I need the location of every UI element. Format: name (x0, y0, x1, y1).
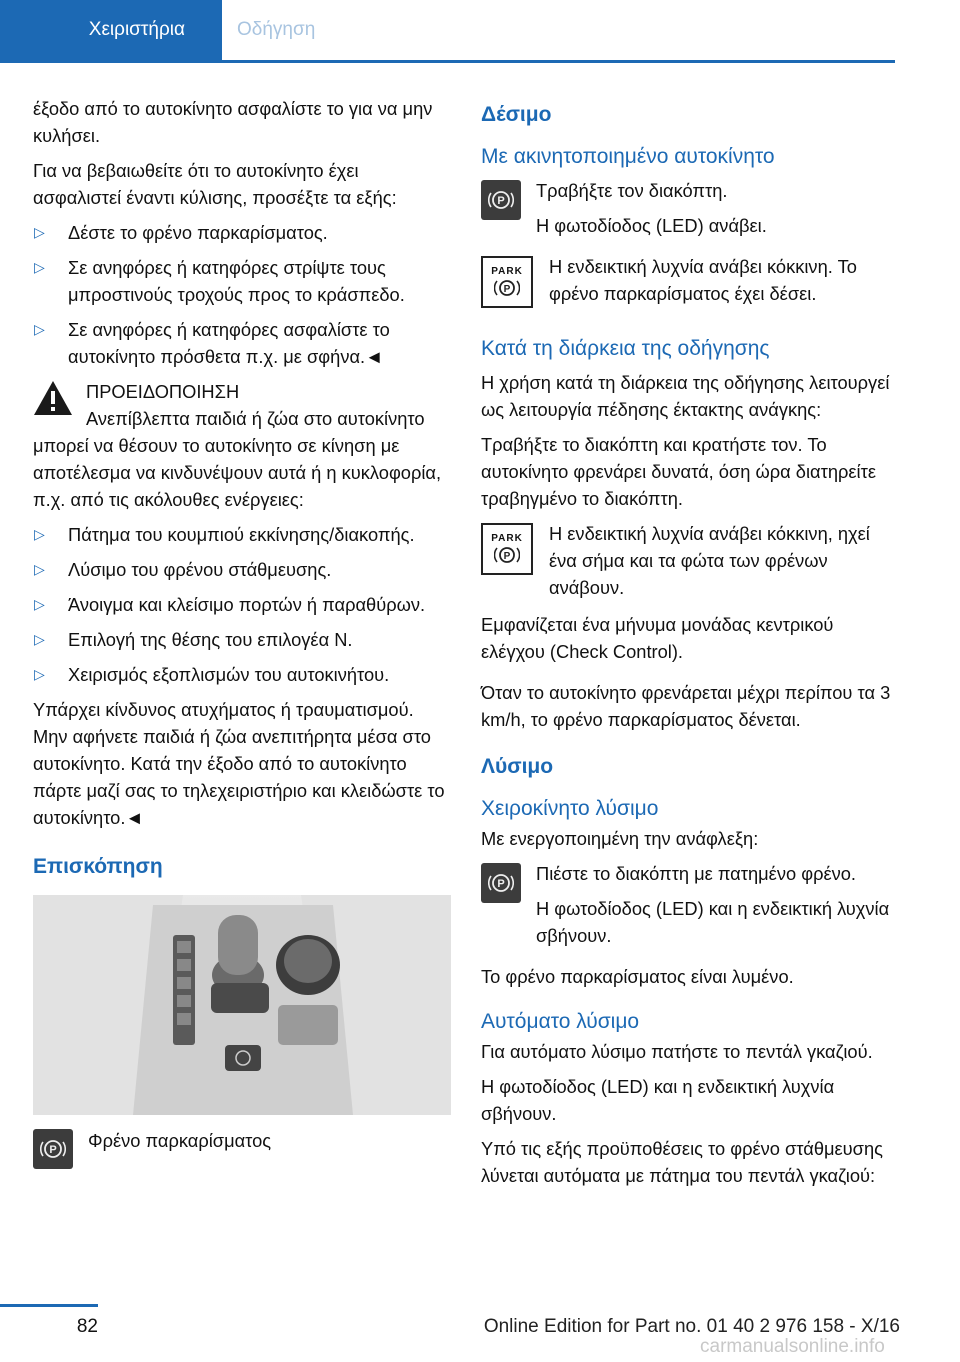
page-header (0, 0, 960, 62)
section-heading-overview: Επισκόπηση (33, 855, 163, 878)
page-number: 82 (76, 1316, 98, 1337)
paragraph: Με ενεργοποιημένη την ανάφλεξη: (481, 828, 759, 849)
warning-title: ΠΡΟΕΙΔΟΠΟΙΗΣΗ (86, 381, 240, 402)
parking-brake-switch-icon (481, 863, 521, 903)
park-indicator-icon: PARK P (481, 256, 533, 308)
bullet-triangle-icon: ▷ (34, 321, 45, 337)
indicator-text: Η ενδεικτική λυχνία ανάβει κόκκινη. Το φρένο παρκαρίσματος έχει δέσει. (549, 256, 857, 304)
bullet-triangle-icon: ▷ (34, 596, 45, 612)
indicator-row (481, 253, 901, 315)
edition-note: Online Edition for Part no. 01 40 2 976 158 - X/16 (483, 1316, 900, 1337)
park-indicator-icon: PARK P (481, 523, 533, 575)
instruction-text: Τραβήξτε τον διακόπτη. (536, 180, 728, 201)
bullet-triangle-icon: ▷ (34, 259, 45, 275)
paragraph: Υπό τις εξής προϋποθέσεις το φρένο στάθμευσης λύνεται αυτόματα με πάτημα του πεντάλ γκαζιού: (481, 1138, 883, 1186)
paragraph: Τραβήξτε το διακόπτη και κρατήστε τον. Το αυτοκίνητο φρενάρει δυνατά, όση ώρα διατηρείτε τραβηγμένο το διακόπτη. (481, 434, 876, 509)
section-heading-tie: Δέσιμο (481, 103, 552, 126)
instruction-text: Η φωτοδίοδος (LED) ανάβει. (536, 215, 767, 236)
center-console-photo (33, 895, 451, 1115)
list-item: ▷ Σε ανηφόρες ή κατηφόρες στρίψτε τους μπροστινούς τροχούς προς το κράσπεδο. (33, 254, 451, 308)
list-item: ▷ Λύσιμο του φρένου στάθμευσης. (33, 556, 451, 583)
paragraph: Όταν το αυτοκίνητο φρενάρεται μέχρι περίπου τα 3 km/h, το φρένο παρκαρίσματος δένεται. (481, 682, 891, 730)
list-item: ▷ Δέστε το φρένο παρκαρίσματος. (33, 219, 451, 246)
right-column (481, 95, 901, 1197)
tab-driving[interactable]: Οδήγηση (237, 19, 316, 40)
paragraph: Εμφανίζεται ένα μήνυμα μονάδας κεντρικού ελέγχου (Check Control). (481, 614, 834, 662)
bullet-triangle-icon: ▷ (34, 526, 45, 542)
tab-controls[interactable]: Χειριστήρια (0, 0, 222, 60)
list-item: ▷ Χειρισμός εξοπλισμών του αυτοκινήτου. (33, 661, 451, 688)
list-item: ▷ Άνοιγμα και κλείσιμο πορτών ή παραθύρων. (33, 591, 451, 618)
indicator-row (481, 520, 901, 601)
paragraph: Για να βεβαιωθείτε ότι το αυτοκίνητο έχει ασφαλιστεί έναντι κύλισης, προσέξτε τα εξής: (33, 160, 397, 208)
instruction-text: Πιέστε το διακόπτη με πατημένο φρένο. (536, 863, 857, 884)
subheading-manual: Χειροκίνητο λύσιμο (481, 797, 659, 820)
paragraph: Η φωτοδίοδος (LED) και η ενδεικτική λυχνία σβήνουν. (481, 1076, 835, 1124)
warning-triangle-icon (33, 380, 73, 416)
bullet-list (33, 521, 451, 688)
svg-text:P: P (503, 283, 511, 295)
paragraph: Υπάρχει κίνδυνος ατυχήματος ή τραυματισμού. Μην αφήνετε παιδιά ή ζώα ανεπιτήρητα μέσα στο αυτοκίνητο. Κατά την έξοδο από το αυτοκίνητο πάρτε μαζί σας το τηλεχειριστήριο και κλειδώστε το αυτοκίνητο.◄ (33, 699, 445, 828)
bullet-triangle-icon: ▷ (34, 224, 45, 240)
list-item: ▷ Σε ανηφόρες ή κατηφόρες ασφαλίστε το αυτοκίνητο πρόσθετα π.χ. με σφήνα.◄ (33, 316, 451, 370)
subheading-stationary: Με ακινητοποιημένο αυτοκίνητο (481, 145, 775, 168)
parking-brake-switch-icon (481, 180, 521, 220)
bullet-triangle-icon: ▷ (34, 561, 45, 577)
left-column (33, 95, 451, 1189)
bullet-triangle-icon: ▷ (34, 666, 45, 682)
svg-text:P: P (49, 1144, 57, 1156)
center-console-illustration (33, 895, 451, 1115)
subheading-auto: Αυτόματο λύσιμο (481, 1010, 640, 1033)
section-heading-release: Λύσιμο (481, 755, 554, 778)
paragraph: Το φρένο παρκαρίσματος είναι λυμένο. (481, 966, 794, 987)
caption-row (33, 1127, 451, 1179)
warning-text: Ανεπίβλεπτα παιδιά ή ζώα στο αυτοκίνητο μπορεί να θέσουν το αυτοκίνητο σε κίνηση με αποτέλεσμα να κινδυνέψουν αυτά ή η κυκλοφορία, π.χ. από τις ακόλουθες ενέργειες: (33, 408, 442, 510)
photo-caption: Φρένο παρκαρίσματος (88, 1130, 272, 1151)
header-rule (0, 60, 895, 63)
paragraph: Για αυτόματο λύσιμο πατήστε το πεντάλ γκαζιού. (481, 1041, 873, 1062)
bullet-triangle-icon: ▷ (34, 631, 45, 647)
svg-text:P: P (503, 550, 511, 562)
svg-text:P: P (497, 195, 505, 207)
instruction-text: Η φωτοδίοδος (LED) και η ενδεικτική λυχνία σβήνουν. (536, 898, 890, 946)
paragraph: Η χρήση κατά τη διάρκεια της οδήγησης λειτουργεί ως λειτουργία πέδησης έκτακτης ανάγκης: (481, 372, 890, 420)
svg-text:P: P (497, 878, 505, 890)
paragraph: έξοδο από το αυτοκίνητο ασφαλίστε το για να μην κυλήσει. (33, 98, 433, 146)
list-item: ▷ Πάτημα του κουμπιού εκκίνησης/διακοπής. (33, 521, 451, 548)
parking-brake-switch-icon (33, 1129, 73, 1169)
bullet-list (33, 219, 451, 370)
footer-rule (0, 1304, 98, 1307)
indicator-text: Η ενδεικτική λυχνία ανάβει κόκκινη, ηχεί ένα σήμα και τα φώτα των φρένων ανάβουν. (549, 523, 870, 598)
instruction-row (481, 860, 901, 949)
warning-block (33, 378, 451, 513)
instruction-row (481, 177, 901, 239)
watermark: carmanualsonline.info (700, 1336, 885, 1357)
list-item: ▷ Επιλογή της θέσης του επιλογέα N. (33, 626, 451, 653)
subheading-driving: Κατά τη διάρκεια της οδήγησης (481, 337, 770, 360)
